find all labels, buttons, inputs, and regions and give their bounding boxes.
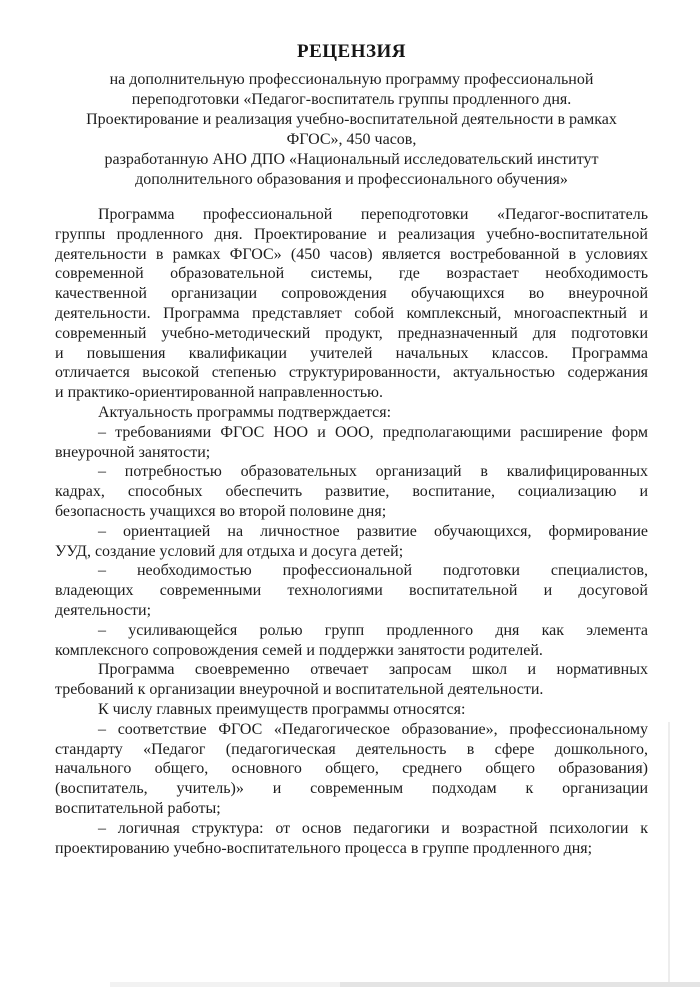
text-line: деятельности в рамках ФГОС» (450 часов) является востребованной в условиях	[55, 245, 648, 263]
text-line: группы продленного дня. Проектирование и реализация учебно-воспитательной	[55, 225, 648, 243]
document-subtitle	[55, 70, 648, 190]
subtitle-line: разработанную АНО ДПО «Национальный исследовательский институт	[104, 151, 599, 168]
text-line: проектированию учебно-воспитательного процесса в группе продленного дня;	[55, 839, 593, 857]
text-line: Актуальность программы подтверждается:	[98, 403, 392, 421]
text-line: комплексного сопровождения семей и поддержки занятости родителей.	[55, 641, 543, 659]
text-line: К числу главных преимуществ программы относятся:	[98, 700, 466, 718]
text-line: деятельности. Программа представляет собой комплексный, многоаспектный и	[55, 304, 648, 322]
text-line: безопасность учащихся во второй половине дня;	[55, 502, 387, 520]
text-line: – требованиями ФГОС НОО и ООО, предполагающими расширение форм	[98, 423, 648, 441]
subtitle-line: Проектирование и реализация учебно-воспитательной деятельности в рамках	[86, 111, 617, 128]
page-content	[55, 0, 648, 858]
text-line: воспитательной работы;	[55, 799, 221, 817]
subtitle-line: переподготовки «Педагог-воспитатель группы продленного дня.	[131, 91, 572, 108]
page-title: РЕЦЕНЗИЯ	[296, 41, 407, 62]
subtitle-line: на дополнительную профессиональную программу профессиональной	[109, 71, 594, 88]
text-line: современной образовательной системы, где возрастает необходимость	[55, 265, 648, 283]
text-line: деятельности;	[55, 601, 152, 619]
subtitle-line: дополнительного образования и профессионального обучения»	[135, 171, 568, 188]
text-line: и практико-ориентированной направленностью.	[55, 384, 383, 402]
scan-edge-artifact	[668, 722, 670, 984]
subtitle-line: ФГОС», 450 часов,	[286, 131, 417, 148]
text-line: кадрах, способных обеспечить развитие, воспитание, социализацию и	[55, 483, 648, 501]
text-line: (воспитатель, учитель)» и современным подходам к организации	[55, 780, 648, 798]
text-line: – потребностью образовательных организаций в квалифицированных	[98, 463, 648, 481]
text-line: и повышения квалификации учителей начальных классов. Программа	[55, 344, 648, 362]
document-body	[55, 205, 648, 858]
text-line: начального общего, основного общего, среднего общего образования)	[55, 760, 648, 778]
text-line: УУД, создание условий для отдыха и досуга детей;	[55, 542, 404, 560]
text-line: современный учебно-методический продукт, предназначенный для подготовки	[55, 324, 648, 342]
text-line: – необходимостью профессиональной подготовки специалистов,	[98, 562, 648, 580]
text-line: – соответствие ФГОС «Педагогическое образование», профессиональному	[98, 720, 648, 738]
text-line: – ориентацией на личностное развитие обучающихся, формирование	[98, 522, 648, 540]
text-line: – логичная структура: от основ педагогики и возрастной психологии к	[98, 819, 648, 837]
text-line: Программа своевременно отвечает запросам школ и нормативных	[98, 661, 648, 679]
text-line: отличается высокой степенью структурированности, актуальностью содержания	[55, 364, 648, 382]
scan-bottom-strip-dark-artifact	[340, 982, 700, 987]
text-line: Программа профессиональной переподготовки «Педагог-воспитатель	[98, 206, 648, 223]
text-line: качественной организации сопровождения обучающихся во внеурочной	[55, 285, 648, 303]
text-line: владеющих современными технологиями воспитательной и досуговой	[55, 582, 648, 600]
text-line: – усиливающейся ролью групп продленного дня как элемента	[98, 621, 648, 639]
text-line: стандарту «Педагог (педагогическая деятельность в сфере дошкольного,	[55, 740, 648, 758]
text-line: внеурочной занятости;	[55, 443, 211, 461]
text-line: требований к организации внеурочной и воспитательной деятельности.	[55, 681, 544, 699]
